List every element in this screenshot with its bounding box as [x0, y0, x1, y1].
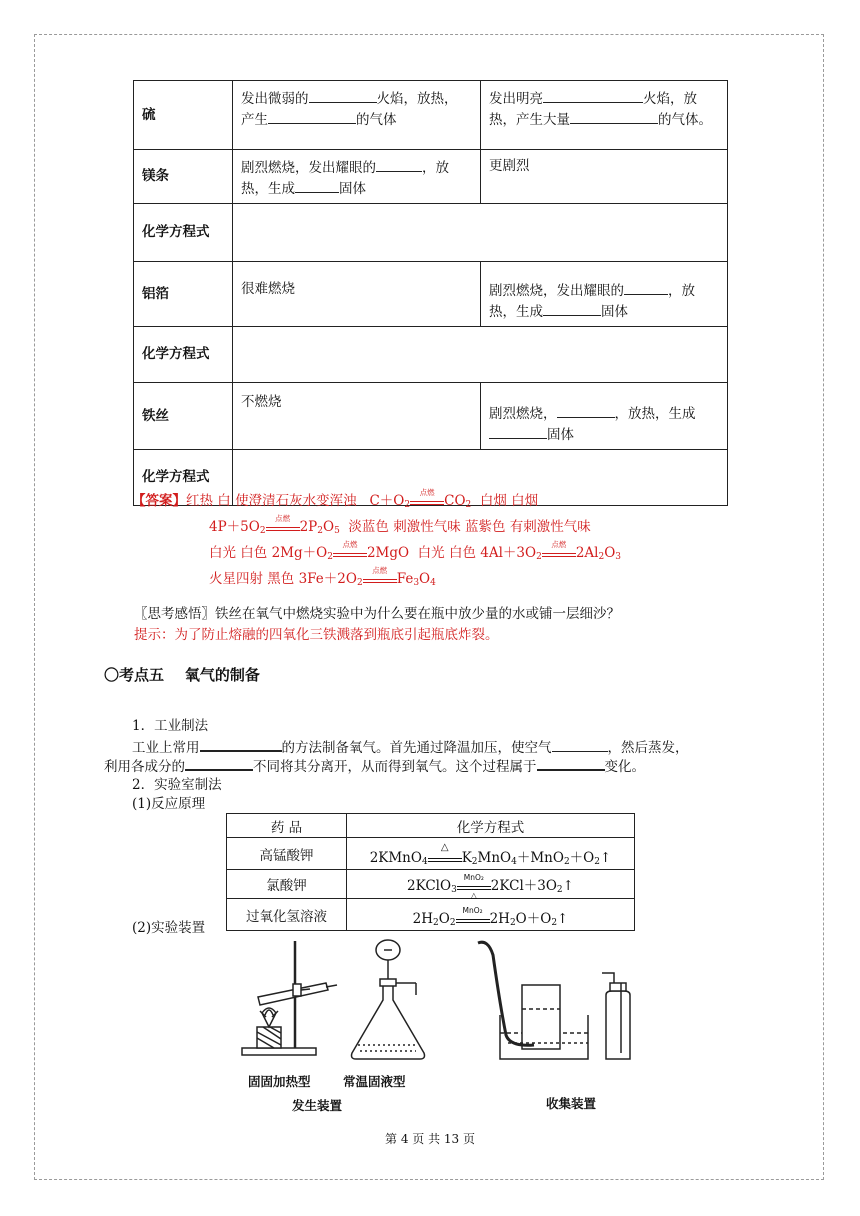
industry-line-2: 利用各成分的 不同将其分离开，从而得到氧气。这个过程属于 变化。 — [104, 755, 645, 777]
row-name: 硫 — [134, 81, 233, 150]
air-cell: 不燃烧 — [233, 383, 481, 450]
blank[interactable] — [309, 88, 377, 103]
combustion-table — [133, 80, 728, 506]
answer-line-2: $4P+5O_2$ 点燃 $2P_2O_5$ 淡蓝色 刺激性气味 蓝紫色 有刺激性气味 — [209, 513, 591, 536]
label-solid-liquid: 常温固液型 — [343, 1074, 406, 1089]
answer-tag: 【答案】 — [132, 493, 186, 509]
air-cell: 剧烈燃烧，发出耀眼的 ，放 热，生成 固体 — [233, 150, 481, 204]
oxygen-cell: 剧烈燃烧， ，放热，生成 固体 — [481, 383, 728, 450]
blank[interactable] — [489, 424, 547, 439]
equation: $2H_2O_2$ MnO₂ $2H_2O+O_2↑$ — [347, 899, 635, 931]
table-row — [134, 204, 728, 262]
table-row: 过氧化氢溶液 $2H_2O_2$ MnO₂ $2H_2O+O_2↑$ — [227, 899, 635, 931]
row-name: 铁丝 — [134, 383, 233, 450]
table-row — [134, 81, 728, 150]
row-name: 铝箔 — [134, 262, 233, 327]
answer-line-1: 【答案】红热 白 使澄清石灰水变浑浊 $C+O_2$ 点燃 $CO_2$ 白烟 白烟 — [132, 487, 539, 510]
blank[interactable] — [268, 109, 356, 124]
equation: 2KClO$_3$ MnO₂ △ $2KCl+3O_2↑$ — [347, 870, 635, 899]
row-name: 镁条 — [134, 150, 233, 204]
air-collection-apparatus — [602, 973, 630, 1059]
air-cell: 很难燃烧 — [233, 262, 481, 327]
equation-cell[interactable] — [233, 204, 728, 262]
principle-heading: (1)反应原理 — [132, 796, 206, 812]
table-row — [134, 262, 728, 327]
row-name: 化学方程式 — [134, 327, 233, 383]
oxygen-cell: 发出明亮 火焰，放 热，产生大量 的气体。 — [481, 81, 728, 150]
air-cell: 发出微弱的 火焰，放热， 产生 的气体 — [233, 81, 481, 150]
header-reagent: 药 品 — [227, 814, 347, 838]
water-collection-apparatus — [478, 942, 588, 1059]
header-equation: 化学方程式 — [347, 814, 635, 838]
row-name: 化学方程式 — [134, 450, 233, 506]
reaction-arrow: 点燃 — [333, 549, 367, 559]
equation: 2KMnO$_4$ △ $K_2MnO_4+MnO_2+O_2↑$ — [347, 838, 635, 870]
label-collection: 收集装置 — [546, 1096, 597, 1111]
page-number: 第 4 页 共 13 页 — [385, 1132, 475, 1146]
blank[interactable] — [557, 403, 615, 418]
blank[interactable] — [295, 178, 339, 193]
blank[interactable] — [376, 157, 422, 172]
table-row: 高锰酸钾 2KMnO$_4$ △ $K_2MnO_4+MnO_2+O_2↑$ — [227, 838, 635, 870]
industry-heading: 1．工业制法 — [132, 718, 209, 734]
answer-line-3: 白光 白色 $2Mg+O_2$ 点燃 2MgO 白光 白色 $4Al+3O_2$ 点燃 $2Al_2O_3$ — [209, 539, 622, 562]
table-row — [134, 150, 728, 204]
row-name: 化学方程式 — [134, 204, 233, 262]
blank[interactable] — [537, 755, 605, 771]
answer-line-4: 火星四射 黑色 $3Fe+2O_2$ 点燃 $Fe_3O_4$ — [209, 565, 436, 588]
industry-line-1: 工业上常用 的方法制备氧气。首先通过降温加压，使空气 ，然后蒸发， — [132, 736, 689, 758]
lab-heading: 2．实验室制法 — [132, 777, 222, 793]
blank[interactable] — [543, 88, 643, 103]
reaction-arrow: 点燃 — [266, 523, 300, 533]
reaction-arrow: MnO₂ — [456, 915, 490, 925]
blank[interactable] — [624, 280, 668, 295]
blank[interactable] — [543, 301, 601, 316]
reagent-table — [226, 813, 635, 931]
equation-cell[interactable] — [233, 327, 728, 383]
solid-heating-apparatus — [242, 941, 337, 1055]
reaction-arrow: MnO₂ △ — [457, 882, 491, 892]
think-hint: 提示：为了防止熔融的四氧化三铁溅落到瓶底引起瓶底炸裂。 — [134, 627, 499, 643]
reaction-arrow: △ — [428, 854, 462, 864]
solid-liquid-apparatus — [352, 940, 425, 1059]
blank[interactable] — [200, 736, 282, 752]
blank[interactable] — [552, 737, 608, 752]
apparatus-figure — [238, 935, 638, 1070]
think-question: 〖思考感悟〗铁丝在氧气中燃烧实验中为什么要在瓶中放少量的水或铺一层细沙？ — [134, 606, 620, 622]
reaction-arrow: 点燃 — [410, 497, 444, 507]
blank[interactable] — [570, 109, 658, 124]
oxygen-cell: 更剧烈 — [481, 150, 728, 204]
reaction-arrow: 点燃 — [542, 549, 576, 559]
table-header-row — [227, 814, 635, 838]
table-row — [134, 383, 728, 450]
apparatus-heading: (2)实验装置 — [132, 920, 206, 936]
section-title: 〇考点五 氧气的制备 — [104, 666, 260, 684]
table-row: 氯酸钾 2KClO$_3$ MnO₂ △ $2KCl+3O_2↑$ — [227, 870, 635, 899]
blank[interactable] — [185, 755, 253, 771]
reaction-arrow: 点燃 — [363, 575, 397, 585]
label-generation: 发生装置 — [292, 1098, 343, 1113]
label-solid-heat: 固固加热型 — [248, 1074, 311, 1089]
oxygen-cell: 剧烈燃烧，发出耀眼的 ，放 热，生成 固体 — [481, 262, 728, 327]
table-row — [134, 327, 728, 383]
